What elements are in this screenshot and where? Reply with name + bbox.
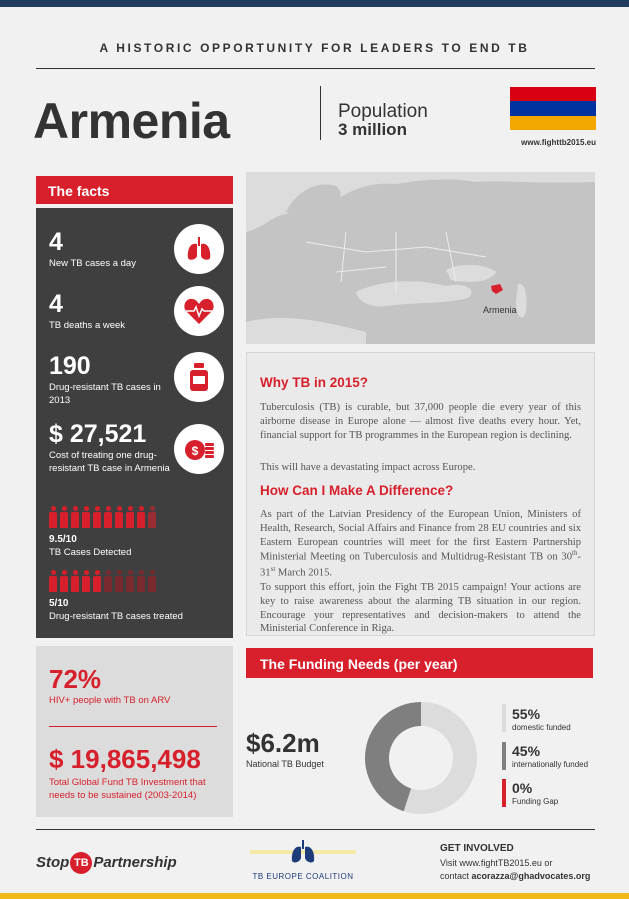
- difference-text-b: -31: [260, 551, 581, 579]
- person-icon: [126, 570, 134, 592]
- difference-text-c: March 2015.: [275, 567, 333, 579]
- bottom-accent-bar: [0, 893, 629, 899]
- tb-europe-coalition-logo: [250, 839, 356, 881]
- treated-stat: [49, 597, 183, 624]
- person-icon: [148, 570, 156, 592]
- person-icon: [137, 570, 145, 592]
- difference-text-a: As part of the Latvian Presidency of the European Union, Ministers of Health, Research, Social Affairs and Finance from 28 EU countries and six Eastern European countries will meet for the first Eastern Partnership Ministerial Meeting on Tuberculosis and Multidrug-Resistant TB on 30: [260, 509, 581, 563]
- difference-paragraph-1: [260, 508, 581, 580]
- difference-sup-st: st: [270, 564, 276, 573]
- armenia-flag-icon: [510, 87, 596, 130]
- heart-icon: [174, 286, 224, 336]
- treated-people-icons: [49, 570, 156, 592]
- fact-label: New TB cases a day: [49, 258, 136, 269]
- fact-value: $ 27,521: [49, 420, 147, 448]
- person-icon: [148, 506, 156, 528]
- global-fund-value: $ 19,865,498: [49, 744, 201, 774]
- detected-ratio: 9.5/10: [49, 534, 77, 545]
- header-vertical-divider: [320, 86, 321, 140]
- population-value: 3 million: [338, 120, 407, 139]
- why-tb-box: [246, 352, 595, 636]
- top-accent-bar: [0, 0, 629, 7]
- fact-new-cases: [49, 230, 136, 271]
- person-icon: [60, 570, 68, 592]
- person-icon: [71, 506, 79, 528]
- map-armenia-label: Armenia: [483, 305, 517, 315]
- detected-stat: [49, 533, 131, 560]
- person-icon: [93, 506, 101, 528]
- person-icon: [104, 570, 112, 592]
- legend-label-gap: Funding Gap: [512, 797, 559, 806]
- why-paragraph-2: This will have a devastating impact across Europe.: [260, 462, 476, 473]
- money-icon: [174, 424, 224, 474]
- detected-label: TB Cases Detected: [49, 546, 132, 558]
- medicine-bottle-icon: [174, 352, 224, 402]
- get-involved-heading: GET INVOLVED: [440, 843, 514, 854]
- budget-label: National TB Budget: [246, 759, 324, 769]
- person-icon: [126, 506, 134, 528]
- arv-label: HIV+ people with TB on ARV: [49, 695, 171, 706]
- logo-text-stop: Stop: [36, 853, 70, 871]
- person-icon: [49, 570, 57, 592]
- person-icon: [115, 570, 123, 592]
- funding-donut-chart: [363, 700, 479, 816]
- lungs-icon: [174, 224, 224, 274]
- difference-sup-th: th: [572, 549, 578, 558]
- legend-value-domestic: 55%: [512, 706, 541, 722]
- fact-cost: [49, 422, 174, 476]
- fact-label: Cost of treating one drug-resistant TB case in Armenia: [49, 450, 170, 474]
- why-paragraph-1: Tuberculosis (TB) is curable, but 37,000 people die every year of this airborne disease in Europe alone — almost five deaths every hour. Yet, financial support for TB programmes in the European region is declining.: [260, 402, 581, 441]
- person-icon: [115, 506, 123, 528]
- fact-label: TB deaths a week: [49, 320, 126, 331]
- person-icon: [49, 506, 57, 528]
- budget-value: $6.2m: [246, 728, 320, 758]
- logo-text-partnership: Partnership: [93, 853, 177, 871]
- flag-stripe-orange: [510, 116, 596, 130]
- fact-deaths: [49, 292, 125, 333]
- legend-label-domestic: domestic funded: [512, 723, 571, 732]
- legend-label-international: internationally funded: [512, 760, 589, 769]
- facts-heading: The facts: [36, 176, 233, 204]
- treated-label: Drug-resistant TB cases treated: [49, 610, 183, 622]
- detected-people-icons: [49, 506, 156, 528]
- svg-text:$: $: [191, 444, 199, 458]
- europe-map: [246, 172, 595, 344]
- difference-paragraph-2: To support this effort, join the Fight TB 2015 campaign! Your actions are key to raise awareness about the alarming TB situation in our region. Encourage your representatives and decision-makers to attend the Ministerial Conference in Riga.: [260, 582, 581, 635]
- logo-tb-badge: TB: [70, 852, 92, 874]
- lungs-logo-icon: [250, 839, 356, 865]
- person-icon: [71, 570, 79, 592]
- footer-divider: [36, 829, 595, 830]
- fact-drug-resistant: [49, 354, 169, 408]
- header-divider: [36, 68, 595, 69]
- coalition-name: TB EUROPE COALITION: [252, 872, 354, 881]
- arv-value: 72%: [49, 664, 102, 694]
- fact-value: 190: [49, 352, 91, 380]
- legend-value-gap: 0%: [512, 780, 533, 796]
- arv-stat: [49, 664, 170, 708]
- person-icon: [60, 506, 68, 528]
- campaign-url[interactable]: www.fighttb2015.eu: [521, 138, 596, 147]
- funding-legend: [502, 702, 602, 812]
- population-label: Population: [338, 101, 428, 122]
- get-involved-contact: [440, 871, 590, 881]
- facts-panel: [36, 208, 233, 638]
- person-icon: [137, 506, 145, 528]
- legend-value-international: 45%: [512, 743, 541, 759]
- get-involved-visit: Visit www.fightTB2015.eu or: [440, 858, 553, 868]
- why-heading: Why TB in 2015?: [260, 375, 369, 390]
- stop-tb-partnership-logo: [36, 852, 177, 874]
- country-name: Armenia: [33, 93, 230, 149]
- global-fund-label: Total Global Fund TB Investment that needs to be sustained (2003-2014): [49, 777, 206, 801]
- person-icon: [82, 506, 90, 528]
- person-icon: [82, 570, 90, 592]
- legend-swatch-gap: [502, 779, 506, 807]
- global-fund-stat: [49, 744, 227, 803]
- legend-swatch-domestic: [502, 704, 506, 732]
- fact-value: 4: [49, 228, 63, 256]
- legend-swatch-international: [502, 742, 506, 770]
- stats-divider: [49, 726, 217, 727]
- contact-email-link[interactable]: acorazza@ghadvocates.org: [471, 871, 591, 881]
- person-icon: [93, 570, 101, 592]
- person-icon: [104, 506, 112, 528]
- tagline: A HISTORIC OPPORTUNITY FOR LEADERS TO END TB: [99, 41, 530, 55]
- difference-heading: How Can I Make A Difference?: [260, 483, 454, 498]
- fact-value: 4: [49, 290, 63, 318]
- fact-label: Drug-resistant TB cases in 2013: [49, 382, 161, 406]
- contact-prefix: contact: [440, 871, 472, 881]
- flag-stripe-red: [510, 87, 596, 101]
- flag-stripe-blue: [510, 101, 596, 115]
- funding-heading: The Funding Needs (per year): [246, 648, 593, 678]
- treated-ratio: 5/10: [49, 598, 69, 609]
- stats-panel: [36, 646, 233, 817]
